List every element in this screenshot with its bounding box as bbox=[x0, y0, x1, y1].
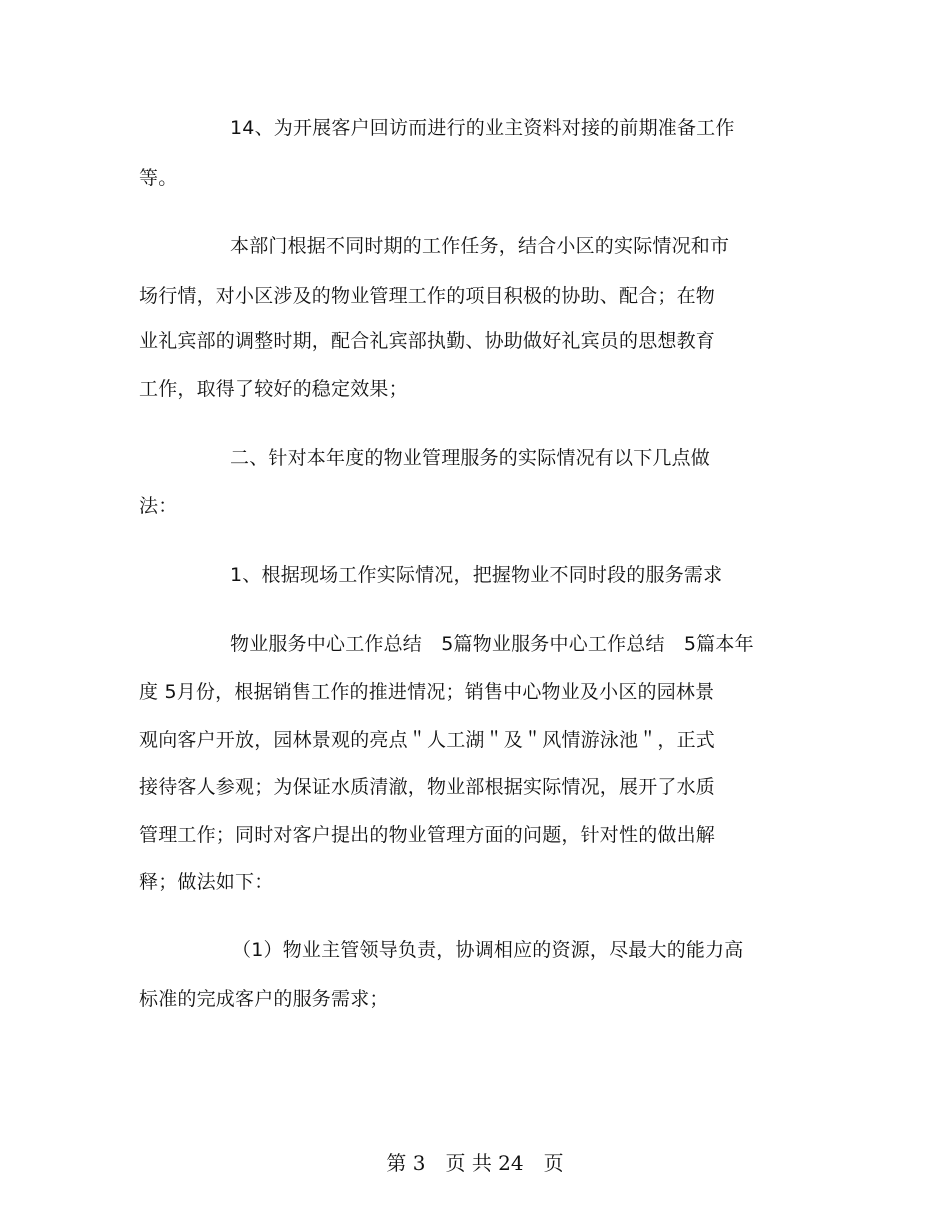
paragraph-2-line-3: 业礼宾部的调整时期，配合礼宾部执勤、协助做好礼宾员的思想教育 bbox=[139, 330, 716, 352]
paragraph-5-line-2: 度 5月份，根据销售工作的推进情况；销售中心物业及小区的园林景 bbox=[139, 681, 715, 703]
paragraph-6-line-2: 标准的完成客户的服务需求； bbox=[139, 988, 389, 1010]
paragraph-5-line-3: 观向客户开放，园林景观的亮点＂人工湖＂及＂风情游泳池＂，正式 bbox=[139, 729, 716, 751]
paragraph-1-line-1: 14、为开展客户回访而进行的业主资料对接的前期准备工作 bbox=[230, 117, 735, 139]
paragraph-2-line-1: 本部门根据不同时期的工作任务，结合小区的实际情况和市 bbox=[230, 235, 730, 257]
paragraph-3-line-1: 二、针对本年度的物业管理服务的实际情况有以下几点做 bbox=[230, 447, 711, 469]
page-number-footer: 第 3 页 共 24 页 bbox=[386, 1151, 564, 1175]
paragraph-4-line-1: 1、根据现场工作实际情况，把握物业不同时段的服务需求 bbox=[230, 564, 723, 586]
paragraph-2-line-4: 工作，取得了较好的稳定效果； bbox=[139, 378, 408, 400]
paragraph-5-line-1: 物业服务中心工作总结 5篇物业服务中心工作总结 5篇本年 bbox=[230, 633, 754, 655]
paragraph-6-line-1: （1）物业主管领导负责，协调相应的资源，尽最大的能力高 bbox=[232, 939, 744, 961]
paragraph-1-line-2: 等。 bbox=[139, 167, 178, 189]
paragraph-5-line-6: 释；做法如下： bbox=[139, 871, 274, 893]
paragraph-5-line-5: 管理工作；同时对客户提出的物业管理方面的问题，针对性的做出解 bbox=[139, 824, 716, 846]
paragraph-2-line-2: 场行情，对小区涉及的物业管理工作的项目积极的协助、配合；在物 bbox=[139, 285, 716, 307]
paragraph-5-line-4: 接待客人参观；为保证水质清澈，物业部根据实际情况，展开了水质 bbox=[139, 776, 716, 798]
paragraph-3-line-2: 法： bbox=[139, 495, 178, 517]
